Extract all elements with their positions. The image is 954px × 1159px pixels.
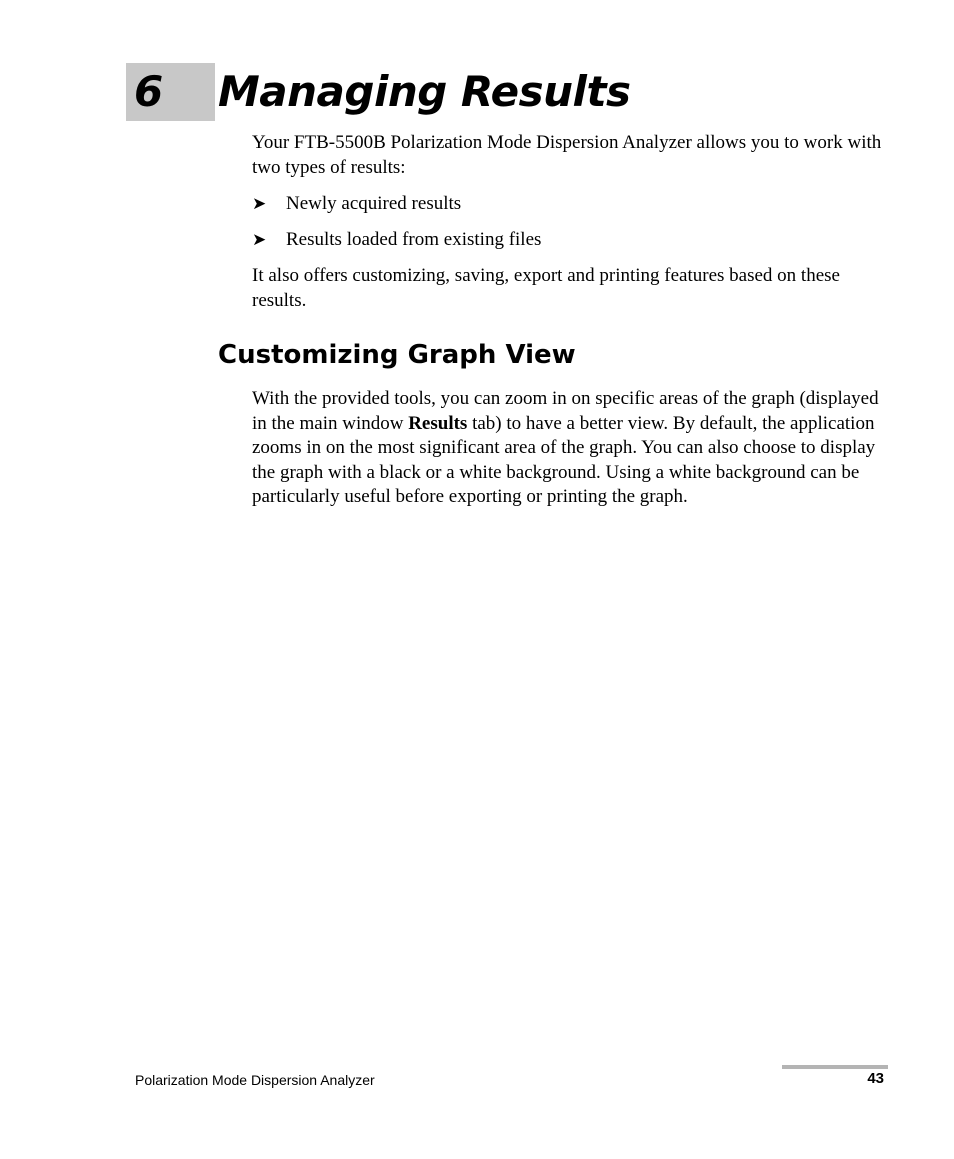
- bullet-item: [252, 228, 892, 252]
- chapter-title: Managing Results: [218, 67, 631, 116]
- section-paragraph: [252, 387, 892, 510]
- chapter-number: 6: [134, 67, 164, 116]
- footer-rule: [782, 1065, 888, 1069]
- section-text-before: With the provided tools, you can zoom in on specific areas of the graph (displayed in the main window: [252, 388, 879, 434]
- bullet-text: Newly acquired results: [286, 193, 462, 214]
- bullet-text: Results loaded from existing files: [286, 229, 542, 250]
- arrow-bullet-icon: ➤: [252, 230, 267, 249]
- bullet-item: [252, 192, 892, 216]
- section-text-after: tab) to have a better view. By default, the application zooms in on the most significant area of the graph. You can also choose to display the graph with a black or a white background. Using a white background can be particularly useful before exporting or printing the graph.: [252, 412, 876, 507]
- closing-paragraph: It also offers customizing, saving, export and printing features based on these results.: [252, 265, 840, 311]
- footer-title: Polarization Mode Dispersion Analyzer: [135, 1072, 375, 1088]
- page-number: 43: [867, 1070, 884, 1087]
- results-tab-label: Results: [408, 412, 468, 434]
- intro-paragraph: Your FTB-5500B Polarization Mode Dispersion Analyzer allows you to work with two types of results:: [252, 132, 882, 178]
- section-heading: Customizing Graph View: [218, 340, 576, 370]
- arrow-bullet-icon: ➤: [252, 194, 267, 213]
